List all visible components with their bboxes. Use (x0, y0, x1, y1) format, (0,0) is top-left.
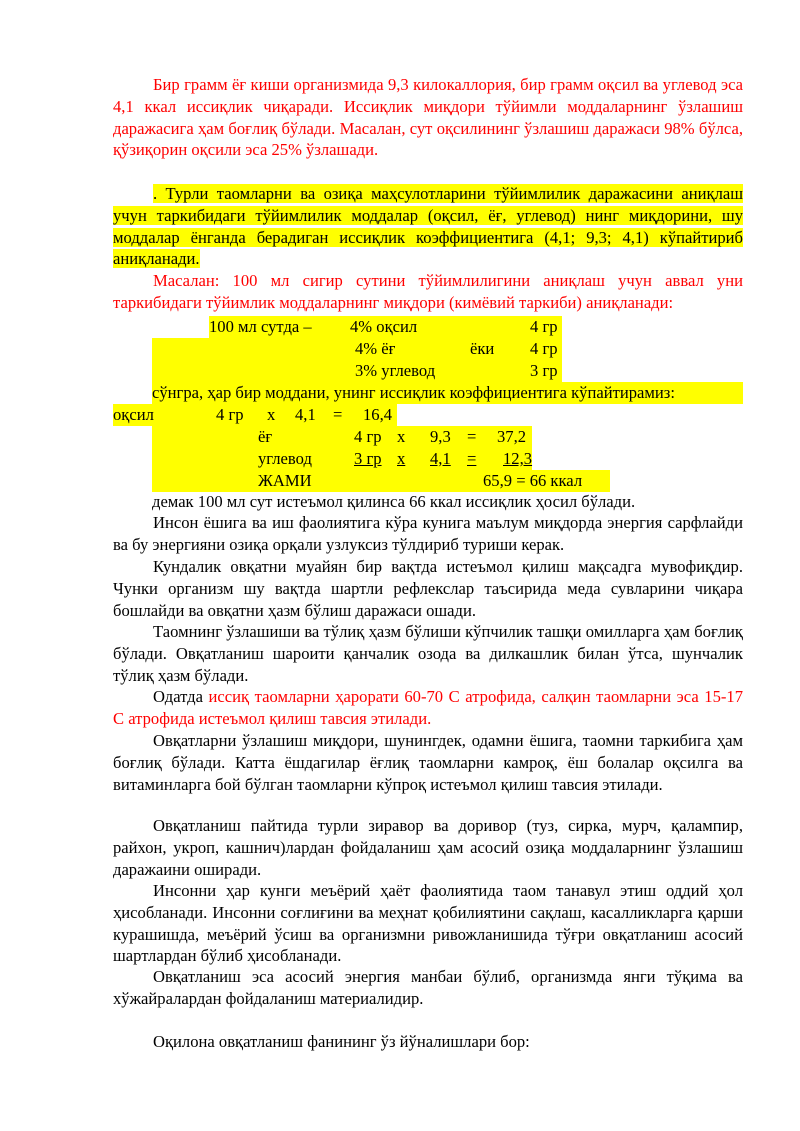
paragraph-energy-needs: Инсон ёшига ва иш фаолиятига кўра кунига маълум миқдорда энергия сарфлайди ва бу энергияни озиқа орқали узлуксиз тўлдириб туриши керак. (113, 513, 743, 554)
paragraph-calorie-values: Бир грамм ёғ киши организмида 9,3 килокаллория, бир грамм оқсил ва углевод эса 4,1 ккал иссиқлик чиқаради. Иссиқлик миқдори тўйимли моддаларнинг ўзлашиш даражасига ҳам боғлиқ бўлади. Масалан, сут оқсилининг ўзлашиш даражаси 98% бўлса, қўзиқорин оқсили эса 25% ўзлашади. (113, 75, 743, 160)
calc-equals: = (467, 449, 477, 468)
paragraph-spices: Овқатланиш пайтида турли зиравор ва доривор (туз, сирка, мурч, қалампир, райхон, укроп, кашнич)лардан фойдаланиш ҳам асосий озиқа моддаларнинг ўзлашиш даражаини оширади. (113, 816, 743, 879)
paragraph-food-temperature (113, 686, 743, 730)
calc-multiply: х (397, 449, 406, 468)
calc-protein-name: оқсил (113, 405, 154, 424)
composition-protein: 4% оқсил (350, 317, 418, 336)
calc-multiply: х (267, 405, 276, 424)
calc-total-value: 65,9 = 66 ккал (483, 471, 583, 490)
calc-fat-result: 37,2 (497, 427, 527, 446)
calc-carb-result: 12,3 (503, 449, 533, 468)
composition-fat-grams: 4 гр (530, 339, 558, 358)
composition-protein-grams: 4 гр (530, 317, 558, 336)
paragraph-meal-timing: Кундалик овқатни муайян бир вақтда истеъмол қилиш мақсадга мувофиқдир. Чунки организм шу вақтда шартли рефлекслар таъсирида меда сувларини чиқара бошлайди ва овқатни ҳазм бўлиш даражаси ошади. (113, 557, 743, 620)
calc-carb-grams: 3 гр (354, 449, 382, 468)
calc-protein-coef: 4,1 (295, 405, 316, 424)
paragraph-age-diet: Овқатларни ўзлашиш миқдори, шунингдек, одамни ёшига, таомни таркибига ҳам боғлиқ бўлади. Катта ёшдагилар ёғлиқ таомларни камроқ, ёш болалар оқсилга ва витаминларга бой бўлган таомларни кўпроқ истеъмол қилиш тавсия этилади. (113, 731, 743, 794)
calc-fat-grams: 4 гр (354, 427, 382, 446)
paragraph-healthy-life: Инсонни ҳар кунги меъёрий ҳаёт фаолиятида таом танавул этиш оддий ҳол ҳисобланади. Инсонни соғлиғини ва меҳнат қобилиятини сақлаш, касалликларга қарши курашишда, меъёрий ўсиш ва организмни ривожланишида тўғри овқатланиш асосий шартлардан бўлиб ҳисобланади. (113, 881, 743, 966)
paragraph-directions-heading: Оқилона овқатланиш фанининг ўз йўналишлари бор: (153, 1032, 530, 1051)
calc-multiply: х (397, 427, 406, 446)
paragraph-nutrition-method (113, 183, 743, 270)
composition-fat: 4% ёғ (355, 339, 396, 358)
calc-carb-coef: 4,1 (430, 449, 451, 468)
composition-or: ёки (470, 339, 495, 358)
paragraph-digestion-factors: Таомнинг ўзлашиши ва тўлиқ ҳазм бўлиши кўпчилик ташқи омилларга ҳам боғлиқ бўлади. Овқатланиш шароити қанчалик озода ва дилкашлик билан ўтса, шунчалик тўлиқ ҳазм бўлади. (113, 622, 743, 685)
paragraph-milk-example: Масалан: 100 мл сигир сутини тўйимлилигини аниқлаш учун аввал уни таркибидаги тўйимлик моддаларнинг миқдори (кимёвий таркиби) аниқланади: (113, 271, 743, 312)
temperature-lead: Одатда (153, 687, 209, 706)
calc-carb-name: углевод (258, 449, 312, 468)
paragraph-milk-result: демак 100 мл сут истеъмол қилинса 66 ккал иссиқлик ҳосил бўлади. (152, 492, 636, 511)
calc-total-label: ЖАМИ (258, 471, 312, 490)
temperature-recommendation: иссиқ таомларни ҳарорати 60-70 С атрофида, салқин таомларни эса 15-17 С атрофида истеъмол қилиш тавсия этилади. (113, 687, 743, 728)
highlighted-text: . Турли таомларни ва озиқа маҳсулотларини тўйимлилик даражасини аниқлаш учун таркибидаги тўйимлилик моддалар (оқсил, ёғ, углевод) нинг миқдорини, шу моддалар ёнганда берадиган иссиқлик коэффициентига (4,1; 9,3; 4,1) кўпайтириб аниқланади. (113, 184, 743, 269)
paragraph-energy-source: Овқатланиш эса асосий энергия манбаи бўлиб, организмда янги тўқима ва хўжайралардан фойдаланиш материалидир. (113, 967, 743, 1008)
calc-equals: = (333, 405, 343, 424)
calc-equals: = (467, 427, 477, 446)
composition-carb: 3% углевод (355, 361, 436, 380)
calc-fat-name: ёғ (258, 427, 273, 446)
calculation-intro: сўнгра, ҳар бир моддани, унинг иссиқлик коэффициентига кўпайтирамиз: (152, 383, 675, 402)
composition-carb-grams: 3 гр (530, 361, 558, 380)
calc-fat-coef: 9,3 (430, 427, 451, 446)
calc-protein-result: 16,4 (363, 405, 393, 424)
composition-label: 100 мл сутда – (209, 317, 312, 336)
calc-protein-grams: 4 гр (216, 405, 244, 424)
